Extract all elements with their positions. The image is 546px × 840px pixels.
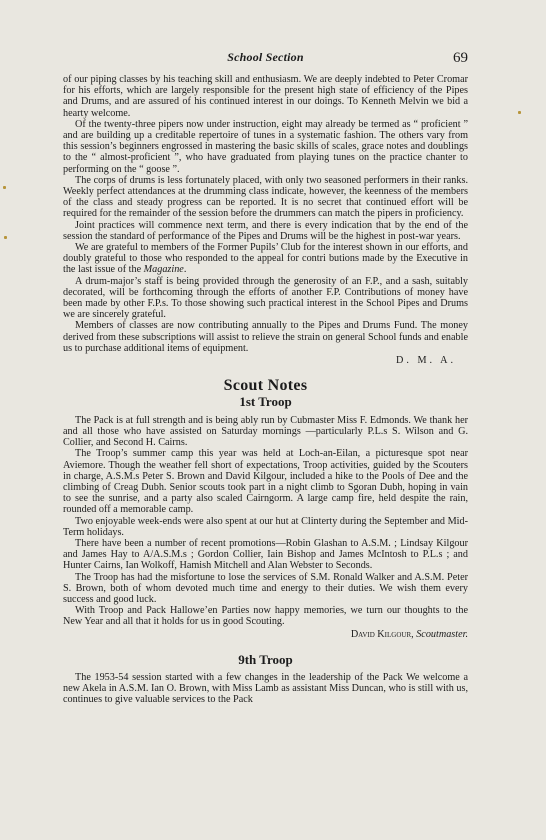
author-signature [63, 355, 468, 366]
margin-speck [518, 111, 521, 114]
paragraph-text: . [183, 264, 187, 276]
paragraph: Of the twenty-three pipers now under instruction, eight may already be termed as “ proficient ” and are building up a creditable repertoire of tunes in a systematic fashion. The others vary from this session’s beginners engrossed in mastering the basic skills of scales, grace notes and doublings to the “ almost-proficient ”, who have graduated from playing tunes on the practice chanter to performing on the “ goose ”. [63, 118, 468, 175]
margin-speck [3, 186, 6, 189]
signature-role: Scoutmaster. [416, 628, 468, 640]
paragraph: The Pack is at full strength and is being ably run by Cubmaster Miss F. Edmonds. We thank her and all those who have assisted on Saturday mornings —particularly P.L.s S. Wilson and G. Collier, and Second H. Cairns. [63, 414, 468, 449]
paragraph: of our piping classes by his teaching skill and enthusiasm. We are deeply indebted to Peter Cromar for his efforts, which are largely responsible for the present high state of efficiency of the Pipes and Drums, and are assured of his continued interest in our doings. To Kenneth Melvin we bid a hearty welcome. [63, 74, 468, 119]
paragraph: The corps of drums is less fortunately placed, with only two seasoned performers in their ranks. Weekly perfect attendances at the drumming class indicate, however, the keenness of the members of the class and steady progress can be reported. It is no secret that continued effort will be required for the remainder of the session before the drummers can match the pipers in proficiency. [63, 174, 468, 220]
paragraph: There have been a number of recent promotions—Robin Glashan to A.S.M. ; Lindsay Kilgour and James Hay to A/A.S.M.s ; Gordon Collier, Iain Bishop and James McIntosh to P.L.s ; and Hunter Cairns, Ian Wolkoff, Hamish Mitchell and Alan Webster to Seconds. [63, 537, 468, 572]
paragraph: The Troop’s summer camp this year was held at Loch-an-Eilan, a picturesque spot near Aviemore. Though the weather fell short of expectations, Troop activities, guided by the Scouters in charge, A.S.M.s Peter S. Brown and David Kilgour, included a hike to the Pools of Dee and the climbing of Creag Dubh. Senior scouts took part in a night climb to Sgoran Dubh, hoping in vain to see the sunrise, and a party also scaled Cairngorm. A large camp fire, held despite the rain, rounded off a memorable camp. [63, 448, 468, 516]
article-body [63, 74, 468, 706]
troop-1-heading: 1st Troop [239, 394, 292, 410]
paragraph: A drum-major’s staff is being provided through the generosity of an F.P., and a sash, suitably decorated, will be forthcoming through the efforts of another F.P. Contributions of money have been made by other F.P.s. To those showing such practical interest in the School Pipes and Drums we are sincerely grateful. [63, 275, 468, 321]
section-title: School Section [227, 50, 304, 64]
magazine-title: Magazine [143, 264, 184, 276]
scoutmaster-signature: David Kilgour, Scoutmaster. [350, 628, 468, 640]
paragraph-text: We are grateful to members of the Former Pupils’ Club for the interest shown in our efforts, and doubly grateful to those who responded to the appeal for contri butions made by the Executive in the last issue of the [63, 242, 468, 276]
troop-9-heading: 9th Troop [238, 651, 293, 667]
paragraph: Members of classes are now contributing annually to the Pipes and Drums Fund. The money derived from these subscriptions will assist to relieve the strain on general School funds and enable us to purchase additional items of equipment. [63, 320, 468, 354]
paragraph: With Troop and Pack Hallowe’en Parties now happy memories, we turn our thoughts to the New Year and all that it holds for us in good Scouting. [63, 605, 468, 628]
paragraph: The Troop has had the misfortune to lose the services of S.M. Ronald Walker and A.S.M. Peter S. Brown, both of whom devoted much time and energy to their duties. We wish them every success and good luck. [63, 571, 468, 605]
paragraph: The 1953-54 session started with a few changes in the leadership of the Pack We welcome a new Akela in A.S.M. Ian O. Brown, with Miss Lamb as assistant Miss Duncan, who is still with us, continues to give valuable services to the Pack [63, 671, 468, 706]
signature-name: David Kilgour [350, 628, 412, 640]
paragraph: Two enjoyable week-ends were also spent at our hut at Clinterty during the September and Mid-Term holidays. [63, 515, 468, 538]
page-number: 69 [453, 50, 468, 66]
margin-speck [4, 236, 7, 239]
paragraph: Joint practices will commence next term, and there is every indication that by the end of the session the standard of performance of the Pipes and Drums will be the highest in post-war years. [63, 219, 468, 242]
scout-notes-heading: Scout Notes [223, 377, 308, 395]
running-header [63, 50, 468, 70]
paragraph [63, 242, 468, 276]
author-initials: D. M. A. [396, 355, 456, 367]
